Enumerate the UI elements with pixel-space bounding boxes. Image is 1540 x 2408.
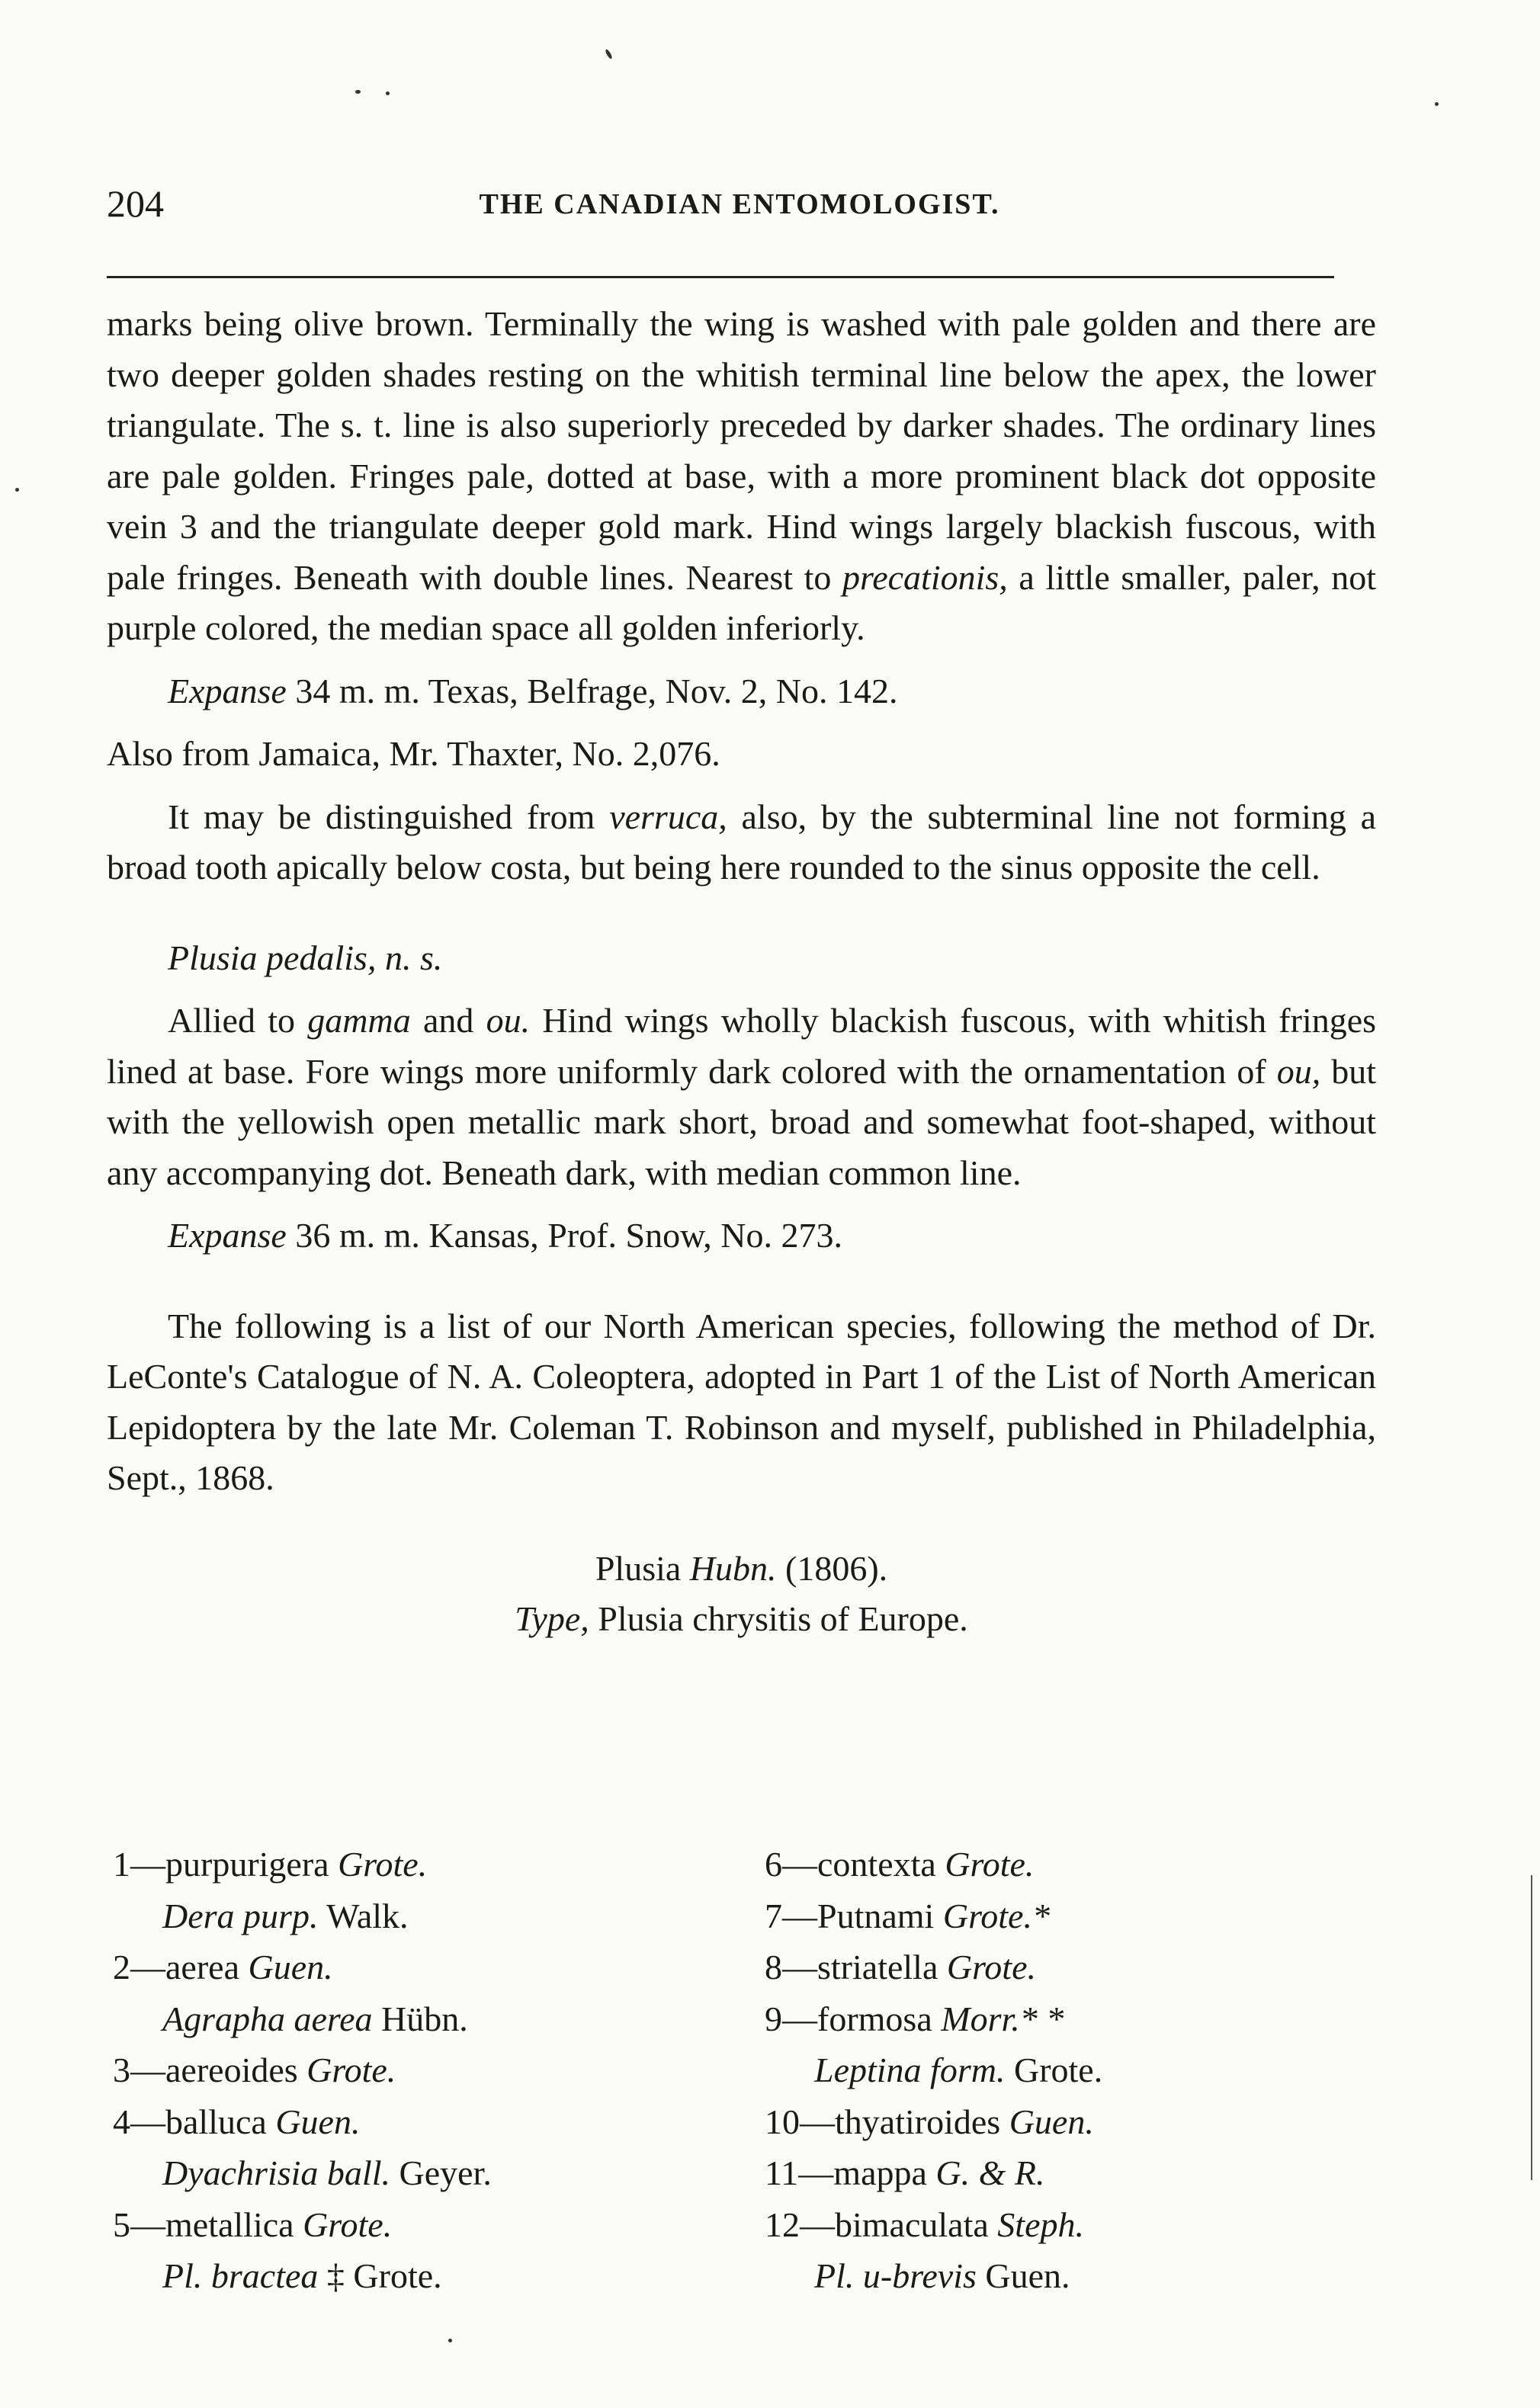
species-author: Grote. [945,1845,1035,1884]
synonym-name: Leptina form. [814,2050,1006,2089]
species-author: Guen. [248,1948,333,1986]
species-name: metallica [165,2204,294,2244]
genus-heading [107,1544,1376,1595]
synonym-author: Grote. [1013,2050,1103,2089]
genus-author: Hubn. [689,1548,777,1588]
catalog-entry [765,1839,1375,1890]
species-name: aerea [165,1948,239,1986]
catalog-entry [765,2199,1375,2251]
catalog-entry [765,2147,1375,2199]
catalog-entry [113,2096,692,2148]
species-author: Guen. [275,2102,361,2141]
catalog-synonym [765,2044,1375,2096]
synonym-name: Pl. bractea [162,2256,319,2295]
species-author: G. & R. [935,2153,1045,2192]
species-author: Grote. [946,1948,1036,1986]
scan-speck [1435,102,1439,106]
genus-name: Plusia [595,1548,682,1588]
species-name: Putnami [817,1896,935,1935]
entry-number: 4— [113,2102,165,2141]
species-author: Grote. [338,1845,428,1884]
species-author: Guen. [1009,2102,1094,2141]
synonym-name: Pl. u-brevis [814,2256,977,2295]
entry-number: 2— [113,1948,165,1986]
species-author: Grote.* [942,1896,1050,1935]
scan-speck [15,488,19,492]
italic-species-name: precationis, [842,557,1008,597]
entry-number: 1— [113,1845,165,1884]
paragraph-text: Allied to [168,1001,295,1040]
scan-speck [386,91,390,95]
catalog-synonym [113,2147,692,2199]
catalog-entry [765,2096,1375,2148]
italic-species-name: ou, [1276,1051,1321,1091]
catalog-synonym [113,2250,692,2302]
paragraph-text: marks being olive brown. Terminally the wing is washed with pale golden and there are two deeper golden shades resting on the whitish terminal line below the apex, the lower triangulate. The s. t. line is also superiorly preceded by darker shades. The ordinary lines are pale golden. Fringes pale, dotted at base, with a more prominent black dot opposite vein 3 and the triangulate deeper gold mark. Hind wings largely blackish fuscous, with pale fringes. Beneath with double lines. Nearest to [107,304,1376,597]
synonym-author: Guen. [985,2256,1070,2295]
expanse-label: Expanse [168,671,287,710]
paragraph-pedalis [107,996,1376,1198]
species-name: contexta [817,1845,936,1884]
italic-species-name: ou. [486,1001,531,1040]
running-title: THE CANADIAN ENTOMOLOGIST. [479,188,1000,220]
synonym-author: Geyer. [399,2153,492,2192]
species-name: balluca [165,2102,267,2141]
article-body [107,299,1376,1645]
synonym-author: Walk. [326,1896,409,1935]
catalog-entry [765,1941,1375,1993]
catalog-column-right [765,1839,1375,2302]
catalog-synonym [765,2250,1375,2302]
paragraph-text: Hind wings wholly blackish fuscous, with whitish fringes lined at base. Fore wings more uniformly dark colored with the ornamentation of [107,1001,1377,1091]
locality-line: Also from Jamaica, Mr. Thaxter, No. 2,076. [107,734,720,773]
paragraph-description [107,299,1376,654]
genus-type-line [107,1594,1376,1645]
species-author: Steph. [997,2204,1084,2244]
paragraph-text: It may be distinguished from [168,797,595,836]
italic-species-name: gamma [307,1001,411,1040]
catalog-entry [113,1941,692,1993]
expanse-line [107,666,1376,717]
paragraph-comparison [107,792,1376,893]
page-header [107,181,1372,242]
expanse-text: 36 m. m. Kansas, Prof. Snow, No. 273. [295,1216,843,1255]
page-number: 204 [107,182,164,225]
species-name: aereoides [165,2050,298,2089]
species-name: purpurigera [165,1845,329,1884]
paragraph-text: and [422,1001,474,1040]
catalog-synonym [113,1993,692,2045]
expanse-label: Expanse [168,1216,287,1255]
entry-number: 8— [765,1948,817,1986]
type-text: Plusia chrysitis of Europe. [598,1599,968,1638]
species-name: mappa [833,2153,927,2192]
paragraph-text: a little smaller, paler, not purple colored, the median space all golden inferiorly. [107,557,1377,647]
expanse-text: 34 m. m. Texas, Belfrage, Nov. 2, No. 142. [295,671,898,710]
species-author: Grote. [303,2204,393,2244]
entry-number: 3— [113,2050,165,2089]
synonym-author: ‡ Grote. [326,2256,442,2295]
paragraph-list-intro: The following is a list of our North American species, following the method of Dr. LeConte's Catalogue of N. A. Coleoptera, adopted in Part 1 of the List of North American Lepidoptera by the late Mr. Coleman T. Robinson and myself, published in Philadelphia, Sept., 1868. [107,1306,1376,1497]
paragraph-text: but with the yellowish open metallic mark short, broad and somewhat foot-shaped, without any accompanying dot. Beneath dark, with median common line. [107,1051,1377,1192]
scan-speck [448,2339,452,2342]
catalog-synonym [113,1890,692,1942]
species-name: thyatiroides [835,2102,1001,2141]
entry-number: 10— [765,2102,835,2141]
species-name: striatella [817,1948,938,1986]
catalog-entry [113,1839,692,1890]
entry-number: 7— [765,1896,817,1935]
catalog-column-left [113,1839,692,2302]
expanse-line [107,1210,1376,1262]
entry-number: 11— [765,2153,834,2192]
species-name: bimaculata [835,2204,989,2244]
header-rule [107,276,1334,278]
synonym-author: Hübn. [381,1999,468,2038]
species-heading: Plusia pedalis, n. s. [168,938,443,977]
entry-number: 9— [765,1999,817,2038]
catalog-entry [765,1993,1375,2045]
genus-year: (1806). [785,1548,888,1588]
catalog-entry [765,1890,1375,1942]
italic-species-name: verruca, [609,797,727,836]
entry-number: 6— [765,1845,817,1884]
species-name: formosa [817,1999,932,2038]
paragraph-text: also, by the subterminal line not forming a broad tooth apically below costa, but being here rounded to the sinus opposite the cell. [107,797,1377,887]
catalog-entry [113,2044,692,2096]
type-label: Type, [515,1599,589,1638]
entry-number: 12— [765,2204,835,2244]
species-author: Morr.* * [941,1999,1064,2038]
species-author: Grote. [306,2050,396,2089]
synonym-name: Agrapha aerea [162,1999,373,2038]
scan-speck [355,90,361,94]
scan-speck [605,49,613,60]
catalog-entry [113,2199,692,2251]
entry-number: 5— [113,2204,165,2244]
synonym-name: Dera purp. [162,1896,319,1935]
scan-margin-line [1531,1875,1532,2180]
synonym-name: Dyachrisia ball. [162,2153,390,2192]
